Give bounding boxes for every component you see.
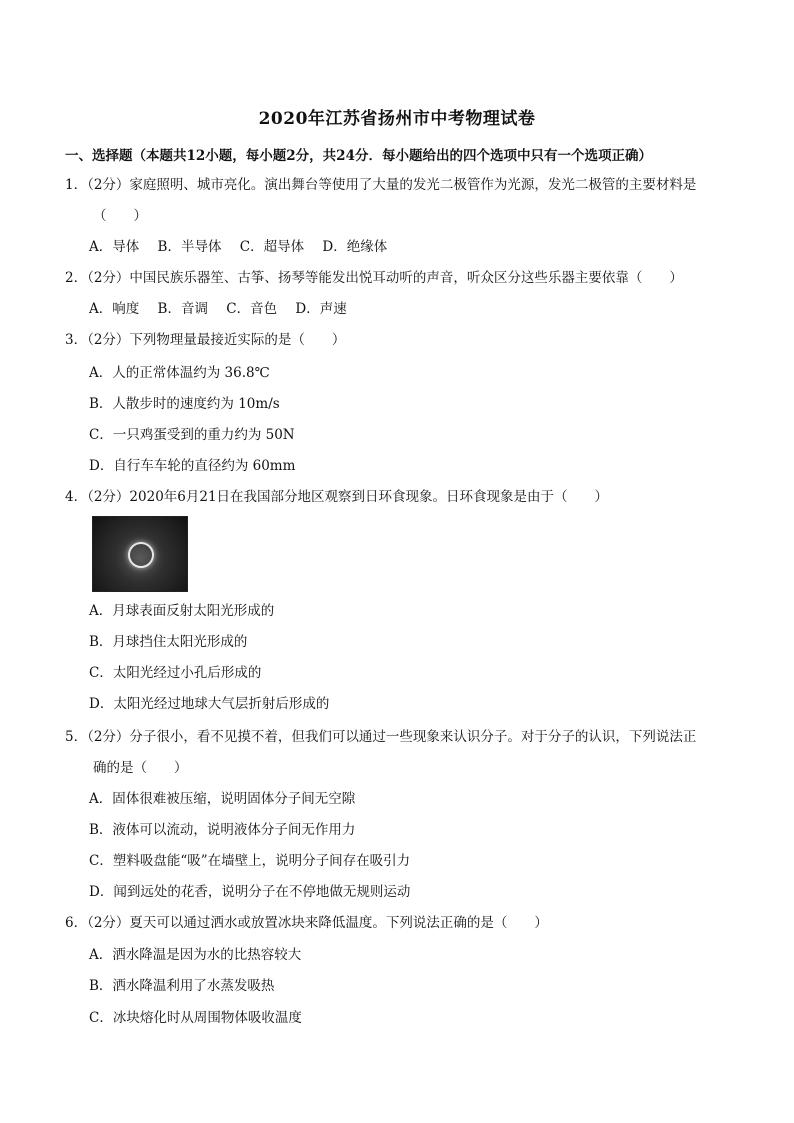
question-3-option-a: A．人的正常体温约为 36.8℃ — [89, 365, 270, 381]
page-title: 2020年江苏省扬州市中考物理试卷 — [258, 109, 536, 129]
question-2-option-d: D．声速 — [295, 301, 347, 317]
question-1-stem: 1．（2分）家庭照明、城市亮化。演出舞台等使用了大量的发光二极管作为光源，发光二极管的主要材料是 — [65, 177, 697, 193]
question-6-option-b: B．洒水降温利用了水蒸发吸热 — [89, 978, 275, 994]
question-4-option-d: D．太阳光经过地球大气层折射后形成的 — [89, 696, 330, 712]
question-5-option-b: B．液体可以流动，说明液体分子间无作用力 — [89, 822, 356, 838]
question-1-stem-cont: （ ） — [93, 208, 147, 224]
question-2-option-c: C．音色 — [226, 301, 278, 317]
question-1-option-b: B．半导体 — [157, 239, 222, 255]
question-2-options — [89, 300, 347, 318]
question-2-option-b: B．音调 — [157, 301, 208, 317]
question-3-option-d: D．自行车车轮的直径约为 60mm — [89, 458, 296, 474]
question-5-stem-cont: 确的是（ ） — [93, 760, 188, 776]
eclipse-ring-icon — [128, 542, 154, 568]
annular-eclipse-photo — [92, 516, 188, 592]
question-6-stem: 6．（2分）夏天可以通过洒水或放置冰块来降低温度。下列说法正确的是（ ） — [65, 915, 548, 931]
question-6-option-c: C．冰块熔化时从周围物体吸收温度 — [89, 1010, 302, 1026]
question-1-option-a: A．导体 — [89, 239, 140, 255]
question-5-option-c: C．塑料吸盘能“吸”在墙壁上，说明分子间存在吸引力 — [89, 853, 411, 869]
question-2-option-a: A．响度 — [89, 301, 140, 317]
question-1-option-c: C．超导体 — [239, 239, 305, 255]
question-6-option-a: A．洒水降温是因为水的比热容较大 — [89, 947, 302, 963]
question-4-option-b: B．月球挡住太阳光形成的 — [89, 634, 248, 650]
question-5-option-d: D．闻到远处的花香，说明分子在不停地做无规则运动 — [89, 884, 411, 900]
question-2-stem: 2．（2分）中国民族乐器笙、古筝、扬琴等能发出悦耳动听的声音，听众区分这些乐器主要依靠（ ） — [65, 270, 683, 286]
question-3-option-c: C．一只鸡蛋受到的重力约为 50N — [89, 427, 295, 443]
question-3-stem: 3．（2分）下列物理量最接近实际的是（ ） — [65, 332, 346, 348]
question-1-options — [89, 238, 387, 256]
question-4-option-c: C．太阳光经过小孔后形成的 — [89, 665, 262, 681]
question-5-stem: 5．（2分）分子很小，看不见摸不着，但我们可以通过一些现象来认识分子。对于分子的认识，下列说法正 — [65, 729, 697, 745]
question-4-stem: 4．（2分）2020年6月21日在我国部分地区观察到日环食现象。日环食现象是由于（ ） — [65, 489, 609, 505]
question-5-option-a: A．固体很难被压缩，说明固体分子间无空隙 — [89, 791, 356, 807]
question-1-option-d: D．绝缘体 — [322, 239, 388, 255]
question-4-option-a: A．月球表面反射太阳光形成的 — [89, 603, 275, 619]
section-heading: 一、选择题（本题共12小题，每小题2分，共24分．每小题给出的四个选项中只有一个选项正确） — [65, 148, 652, 164]
question-3-option-b: B．人散步时的速度约为 10m/s — [89, 396, 280, 412]
